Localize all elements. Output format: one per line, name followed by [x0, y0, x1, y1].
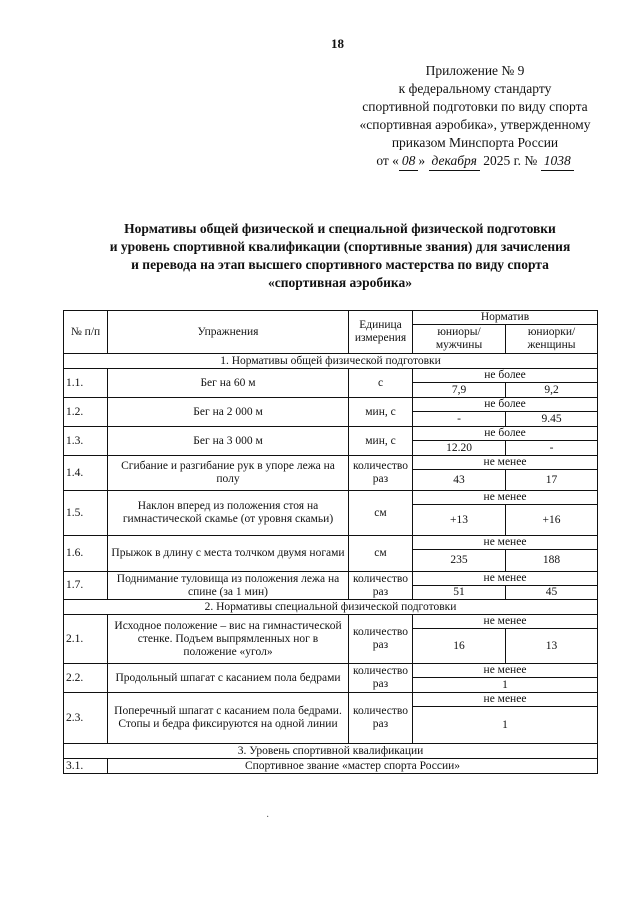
header-male: юниоры/ мужчины [413, 325, 506, 354]
row-unit: количество раз [349, 664, 413, 693]
row-unit: количество раз [349, 572, 413, 600]
title-line: и уровень спортивной квалификации (спортивные звания) для зачисления [109, 239, 571, 254]
header-norm: Норматив [413, 311, 598, 325]
row-number: 1.7. [64, 572, 108, 600]
row-exercise: Поперечный шпагат с касанием пола бедрами. Стопы и бедра фиксируются на одной линии [108, 693, 349, 744]
value-male: 12.20 [413, 441, 506, 456]
row-exercise: Поднимание туловища из положения лежа на спине (за 1 мин) [108, 572, 349, 600]
handwritten-order-number: 1038 [541, 152, 574, 171]
row-exercise: Прыжок в длину с места толчком двумя ногами [108, 536, 349, 572]
appendix-line: Приложение № 9 [425, 63, 525, 78]
row-condition: не более [413, 398, 598, 412]
value-female: 9.45 [506, 412, 598, 427]
row-exercise: Сгибание и разгибание рук в упоре лежа на полу [108, 456, 349, 491]
title-line: и перевода на этап высшего спортивного мастерства по виду спорта [131, 257, 549, 272]
table-row [64, 491, 598, 505]
table-row [64, 398, 598, 412]
order-date-line [330, 152, 620, 171]
value-female: 45 [506, 586, 598, 600]
value-male: 16 [413, 629, 506, 664]
table-row [64, 615, 598, 629]
table-row [64, 427, 598, 441]
value-male: 51 [413, 586, 506, 600]
section-title: 1. Нормативы общей физической подготовки [64, 354, 598, 369]
section-row [64, 600, 598, 615]
title-line: Нормативы общей физической и специальной физической подготовки [124, 221, 556, 236]
appendix-line: «спортивная аэробика», утвержденному [359, 117, 591, 132]
row-unit: количество раз [349, 693, 413, 744]
row-condition: не менее [413, 536, 598, 550]
table-row [64, 456, 598, 470]
row-condition: не менее [413, 693, 598, 707]
row-number: 1.2. [64, 398, 108, 427]
value-male: 235 [413, 550, 506, 572]
row-number: 1.4. [64, 456, 108, 491]
row-number: 2.3. [64, 693, 108, 744]
appendix-line: к федеральному стандарту [398, 81, 552, 96]
value-male: +13 [413, 505, 506, 536]
handwritten-day: 08 [399, 152, 419, 171]
row-exercise: Исходное положение – вис на гимнастической стенке. Подъем выпрямленных ног в положение «угол» [108, 615, 349, 664]
row-unit: см [349, 491, 413, 536]
row-unit: количество раз [349, 615, 413, 664]
row-exercise: Наклон вперед из положения стоя на гимнастической скамье (от уровня скамьи) [108, 491, 349, 536]
row-condition: не менее [413, 615, 598, 629]
table-row [64, 759, 598, 774]
table-row [64, 536, 598, 550]
row-number: 1.3. [64, 427, 108, 456]
value-male: - [413, 412, 506, 427]
appendix-line: спортивной подготовки по виду спорта [362, 99, 588, 114]
value-male: 7,9 [413, 383, 506, 398]
appendix-header [330, 62, 620, 171]
row-number: 2.2. [64, 664, 108, 693]
table-row [64, 572, 598, 586]
row-exercise: Продольный шпагат с касанием пола бедрами [108, 664, 349, 693]
value-female: 188 [506, 550, 598, 572]
header-female: юниорки/ женщины [506, 325, 598, 354]
date-prefix: от « [376, 153, 399, 168]
row-condition: не менее [413, 664, 598, 678]
title-line: «спортивная аэробика» [268, 275, 412, 290]
value-female: - [506, 441, 598, 456]
handwritten-month: декабря [429, 152, 480, 171]
document-title [60, 220, 620, 292]
row-number: 2.1. [64, 615, 108, 664]
header-num: № п/п [64, 311, 108, 354]
appendix-line: приказом Минспорта России [391, 135, 559, 150]
row-exercise: Бег на 60 м [108, 369, 349, 398]
section-title: 3. Уровень спортивной квалификации [64, 744, 598, 759]
value-both: 1 [413, 707, 598, 744]
row-number: 3.1. [64, 759, 108, 774]
scan-speck: · [266, 812, 270, 823]
row-number: 1.6. [64, 536, 108, 572]
value-female: 17 [506, 470, 598, 491]
value-male: 43 [413, 470, 506, 491]
row-number: 1.1. [64, 369, 108, 398]
section-row [64, 744, 598, 759]
row-condition: не менее [413, 491, 598, 505]
row-unit: мин, с [349, 398, 413, 427]
value-female: +16 [506, 505, 598, 536]
year-text: 2025 г. № [483, 153, 538, 168]
row-condition: не более [413, 427, 598, 441]
value-both: 1 [413, 678, 598, 693]
page-number: 18 [331, 36, 344, 51]
row-exercise: Бег на 2 000 м [108, 398, 349, 427]
row-unit: мин, с [349, 427, 413, 456]
section-row [64, 354, 598, 369]
row-condition: не менее [413, 456, 598, 470]
date-mid: » [418, 153, 426, 168]
row-number: 1.5. [64, 491, 108, 536]
row-condition: не более [413, 369, 598, 383]
value-female: 9,2 [506, 383, 598, 398]
row-exercise: Бег на 3 000 м [108, 427, 349, 456]
row-unit: с [349, 369, 413, 398]
row-unit: см [349, 536, 413, 572]
value-female: 13 [506, 629, 598, 664]
section-title: 2. Нормативы специальной физической подготовки [64, 600, 598, 615]
table-row [64, 664, 598, 678]
table-row [64, 369, 598, 383]
header-exercise: Упражнения [108, 311, 349, 354]
row-unit: количество раз [349, 456, 413, 491]
row-condition: не менее [413, 572, 598, 586]
table-row [64, 693, 598, 707]
row-exercise: Спортивное звание «мастер спорта России» [108, 759, 598, 774]
header-unit: Единица измерения [349, 311, 413, 354]
norms-table [63, 310, 598, 774]
